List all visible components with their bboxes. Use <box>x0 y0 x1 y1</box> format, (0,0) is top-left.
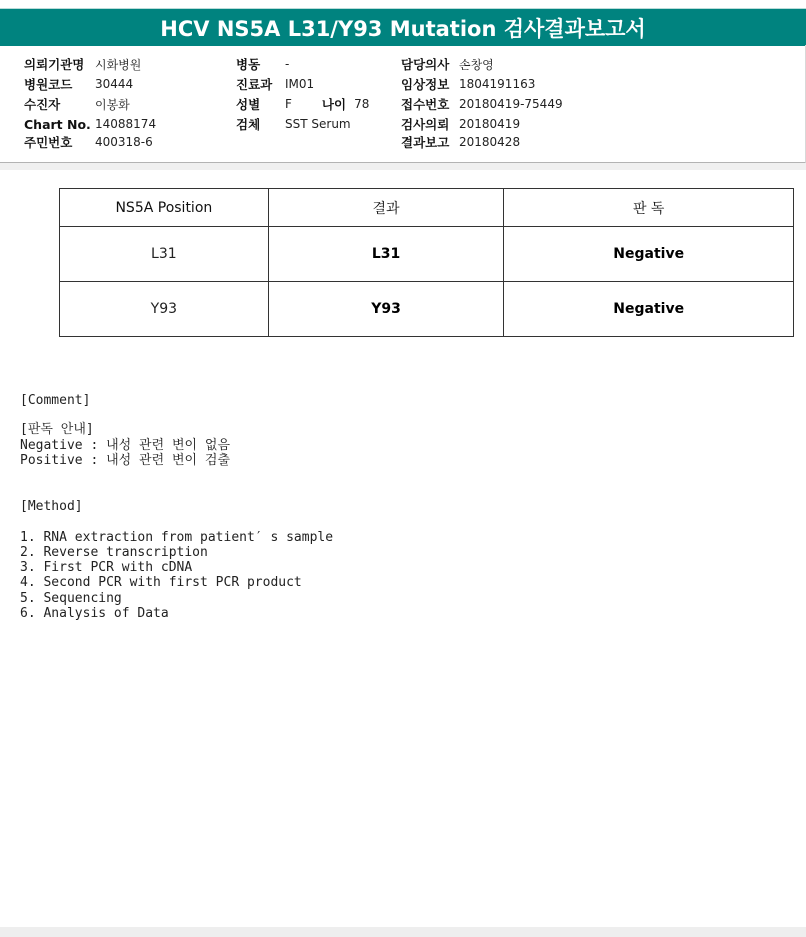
info-label: 의뢰기관명 <box>24 57 85 72</box>
column-header-result: 결과 <box>268 189 504 227</box>
info-column-2 <box>236 54 369 134</box>
info-value: F <box>285 97 292 111</box>
info-row-result-report <box>401 132 563 152</box>
info-label: 담당의사 <box>401 57 450 72</box>
info-value: SST Serum <box>285 117 351 131</box>
info-label: 결과보고 <box>401 135 450 150</box>
info-label: 주민번호 <box>24 135 73 150</box>
cell-interpretation: Negative <box>504 282 794 337</box>
info-row-patient <box>24 94 156 114</box>
info-row-sex-age <box>236 94 369 114</box>
info-value: - <box>285 57 290 71</box>
info-row-hospital-code <box>24 74 156 94</box>
info-column-3 <box>401 54 563 152</box>
info-label: 임상정보 <box>401 77 450 92</box>
info-value: 1804191163 <box>459 77 536 91</box>
table-header-row <box>60 189 794 227</box>
info-value: 20180419-75449 <box>459 97 563 111</box>
info-value: 20180419 <box>459 117 521 131</box>
info-row-doctor <box>401 54 563 74</box>
results-table <box>59 188 794 337</box>
column-header-interpretation: 판 독 <box>504 189 794 227</box>
info-value: 20180428 <box>459 135 521 149</box>
method-step: 6. Analysis of Data <box>20 606 169 621</box>
info-row-resident-no <box>24 132 156 152</box>
cell-interpretation: Negative <box>504 227 794 282</box>
info-row-test-request <box>401 114 563 134</box>
guide-heading: [판독 안내] <box>20 422 94 437</box>
info-row-specimen <box>236 114 369 134</box>
info-value: 14088174 <box>95 117 157 131</box>
method-step: 4. Second PCR with first PCR product <box>20 575 302 590</box>
method-heading: [Method] <box>20 499 83 514</box>
info-label: 검사의뢰 <box>401 117 450 132</box>
cell-position: Y93 <box>60 282 269 337</box>
info-row-chart-no <box>24 114 156 134</box>
table-row <box>60 282 794 337</box>
cell-result: Y93 <box>268 282 504 337</box>
info-label: 병원코드 <box>24 77 73 92</box>
info-row-institution <box>24 54 156 74</box>
cell-result: L31 <box>268 227 504 282</box>
info-value: 30444 <box>95 77 134 91</box>
info-value: IM01 <box>285 77 315 91</box>
info-row-ward <box>236 54 369 74</box>
info-value: 400318-6 <box>95 135 153 149</box>
header-separator <box>0 163 806 170</box>
method-step: 1. RNA extraction from patient′ s sample <box>20 530 334 545</box>
info-label: 진료과 <box>236 77 273 92</box>
column-header-position: NS5A Position <box>60 189 269 227</box>
method-step: 2. Reverse transcription <box>20 545 208 560</box>
patient-info-header <box>0 45 806 164</box>
method-step: 3. First PCR with cDNA <box>20 560 193 575</box>
info-label: 수진자 <box>24 97 61 112</box>
age-label: 나이 <box>321 97 347 112</box>
info-label: 접수번호 <box>401 97 450 112</box>
info-label: Chart No. <box>24 116 91 132</box>
info-value: 손창영 <box>459 57 494 72</box>
info-label: 병동 <box>236 57 261 72</box>
age-value: 78 <box>354 97 370 111</box>
comment-heading: [Comment] <box>20 393 91 408</box>
table-row <box>60 227 794 282</box>
method-step: 5. Sequencing <box>20 591 122 606</box>
info-value: 시화병원 <box>95 57 142 72</box>
info-value: 이봉화 <box>95 97 130 112</box>
guide-line-negative: Negative : 내성 관련 변이 없음 <box>20 438 231 453</box>
guide-line-positive: Positive : 내성 관련 변이 검출 <box>20 453 231 468</box>
info-label: 검체 <box>236 117 261 132</box>
info-row-receipt-no <box>401 94 563 114</box>
info-label: 성별 <box>236 97 261 112</box>
info-row-department <box>236 74 369 94</box>
cell-position: L31 <box>60 227 269 282</box>
footer-band <box>0 927 806 937</box>
info-row-clinical-info <box>401 74 563 94</box>
info-column-1 <box>24 54 156 152</box>
report-title: HCV NS5A L31/Y93 Mutation 검사결과보고서 <box>0 8 806 46</box>
